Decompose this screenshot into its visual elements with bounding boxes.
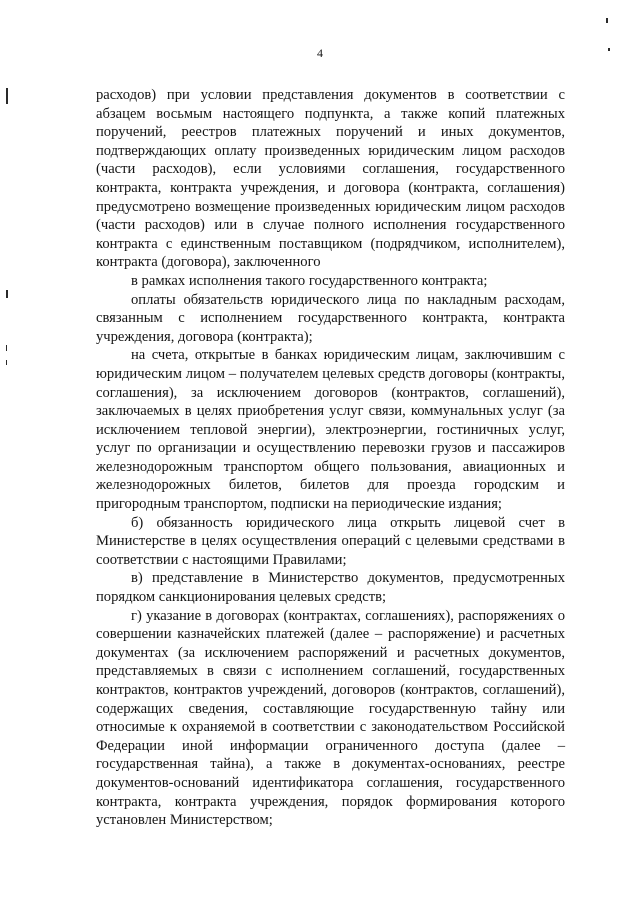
document-body	[96, 86, 565, 830]
paragraph-contract-execution: в рамках исполнения такого государственного контракта;	[131, 272, 488, 289]
scan-artifact-right	[608, 48, 610, 51]
paragraph-overhead-costs: оплаты обязательств юридического лица по накладным расходам, связанным с исполнением государственного контракта, контракта учреждения, договора (контракта);	[96, 291, 565, 345]
scan-artifact-left-lower-2	[6, 360, 7, 365]
scan-artifact-left-middle	[6, 290, 8, 298]
scan-artifact-left-lower	[6, 345, 7, 351]
paragraph-bank-accounts: на счета, открытые в банках юридическим лицам, заключившим с юридическим лицом – получателем целевых средств договоры (контракты, соглашения), за исключением договоров (контрактов, соглашений), заключаемых в целях приобретения услуг связи, коммунальных услуг (за исключением тепловой энергии), электроэнергии, гостиничных услуг, услуг по организации и осуществлению перевозки грузов и пассажиров железнодорожным транспортом общего пользования, авиационных и железнодорожных билетов, билетов для проезда городским и пригородным транспортом, подписки на периодические издания;	[96, 347, 565, 513]
page-number: 4	[317, 46, 323, 60]
scan-artifact-top-right	[606, 18, 608, 23]
paragraph-item-b: б) обязанность юридического лица открыть лицевой счет в Министерстве в целях осуществления операций с целевыми средствами в соответствии с настоящими Правилами;	[96, 514, 565, 568]
scan-artifact-left-top	[6, 88, 8, 104]
paragraph-item-v: в) представление в Министерство документов, предусмотренных порядком санкционирования целевых средств;	[96, 570, 565, 606]
paragraph-continuation: расходов) при условии представления документов в соответствии с абзацем восьмым настоящего подпункта, а также копий платежных поручений, реестров платежных поручений и иных документов, подтверждающих оплату произведенных юридическим лицом расходов (части расходов), если условиями соглашения, государственного контракта, контракта учреждения, и договора (контракта, соглашения) предусмотрено возмещение произведенных юридическим лицом расходов (части расходов) или в случае полного исполнения государственного контракта с единственным поставщиком (подрядчиком, исполнителем), контракта (договора), заключенного	[96, 87, 565, 271]
paragraph-item-g: г) указание в договорах (контрактах, соглашениях), распоряжениях о совершении казначейских платежей (далее – распоряжение) и расчетных документах (за исключением распоряжений и расчетных документов, представляемых в связи с исполнением соглашений, государственных контрактов, контрактов учреждений, договоров (контрактов, соглашений), содержащих сведения, составляющие государственную тайну или относимые к охраняемой в соответствии с законодательством Российской Федерации иной информации ограниченного доступа (далее – государственная тайна), а также в документах-основаниях, реестре документов-оснований идентификатора соглашения, государственного контракта, контракта учреждения, порядок формирования которого установлен Министерством;	[96, 607, 565, 829]
